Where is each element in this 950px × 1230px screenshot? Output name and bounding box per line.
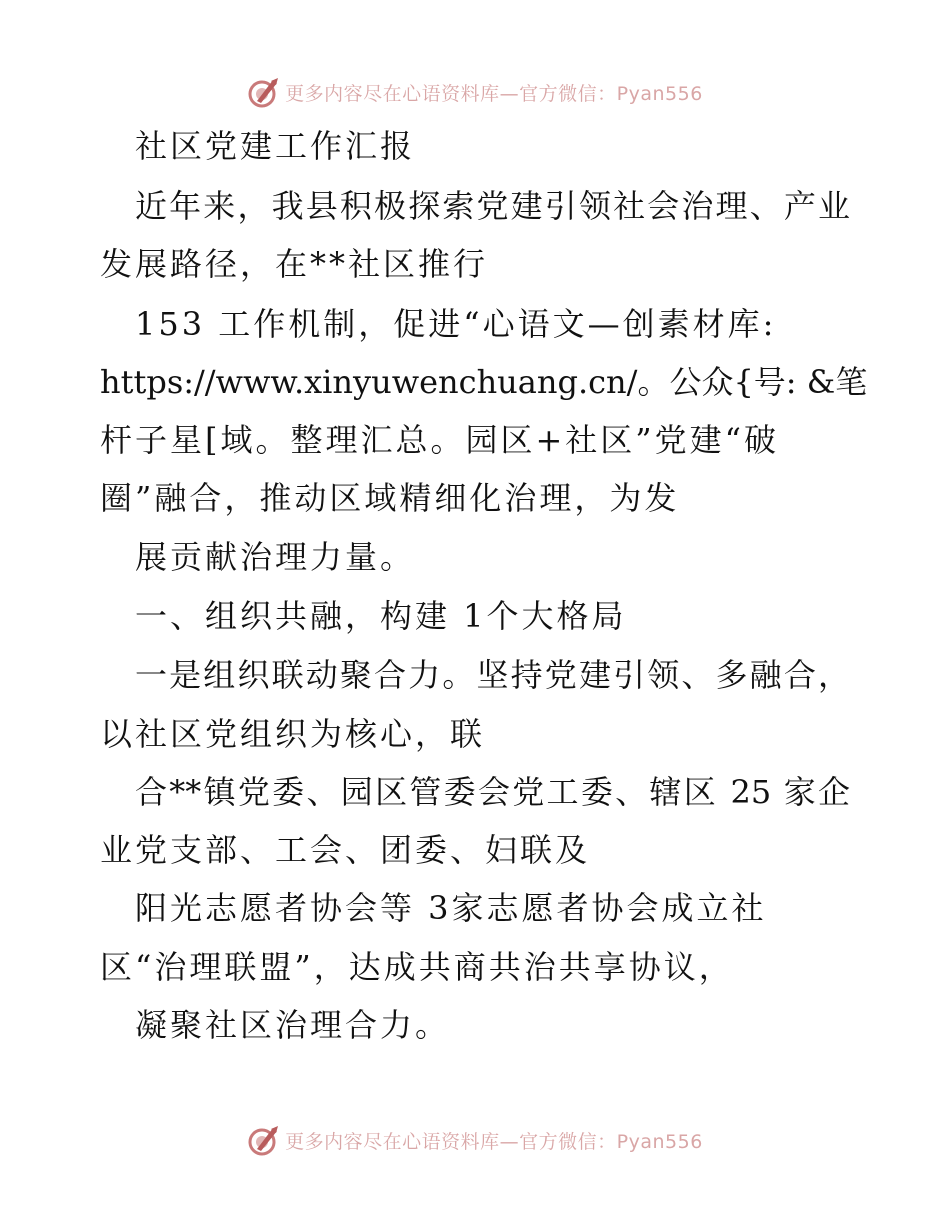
paragraph-line: 业党支部、工会、团委、妇联及	[100, 831, 591, 869]
paragraph-line: 杆子星[域。整理汇总。园区+社区”党建“破	[100, 421, 780, 459]
paragraph-line: 发展路径，在**社区推行	[100, 245, 489, 283]
paragraph-line: 153 工作机制，促进“心语文—创素材库:	[135, 305, 777, 343]
quill-seal-icon	[247, 1123, 281, 1157]
watermark-footer	[0, 1120, 950, 1160]
section-heading: 一、组织共融，构建 1个大格局	[135, 597, 627, 635]
paragraph-line: 凝聚社区治理合力。	[135, 1006, 451, 1044]
paragraph-line: 以社区党组织为核心，联	[100, 715, 486, 753]
paragraph-line: 一是组织联动聚合力。坚持党建引领、多融合，	[135, 656, 850, 694]
watermark-header	[0, 72, 950, 112]
watermark-text: 更多内容尽在心语资料库—官方微信：Pyan556	[285, 1130, 703, 1153]
watermark-text: 更多内容尽在心语资料库—官方微信：Pyan556	[285, 82, 703, 105]
paragraph-line: 圈”融合，推动区域精细化治理，为发	[100, 479, 680, 517]
paragraph-line: https://www.xinyuwenchuang.cn/。公众{号: &笔	[100, 363, 868, 401]
paragraph-line: 阳光志愿者协会等 3家志愿者协会成立社	[135, 889, 767, 927]
document-title: 社区党建工作汇报	[135, 127, 416, 165]
paragraph-line: 展贡献治理力量。	[135, 538, 416, 576]
quill-seal-icon	[247, 75, 281, 109]
paragraph-line: 区“治理联盟”，达成共商共治共享协议，	[100, 948, 734, 986]
paragraph-line: 合**镇党委、园区管委会党工委、辖区 25 家企	[135, 773, 850, 811]
paragraph-line: 近年来，我县积极探索党建引领社会治理、产业	[135, 187, 850, 225]
